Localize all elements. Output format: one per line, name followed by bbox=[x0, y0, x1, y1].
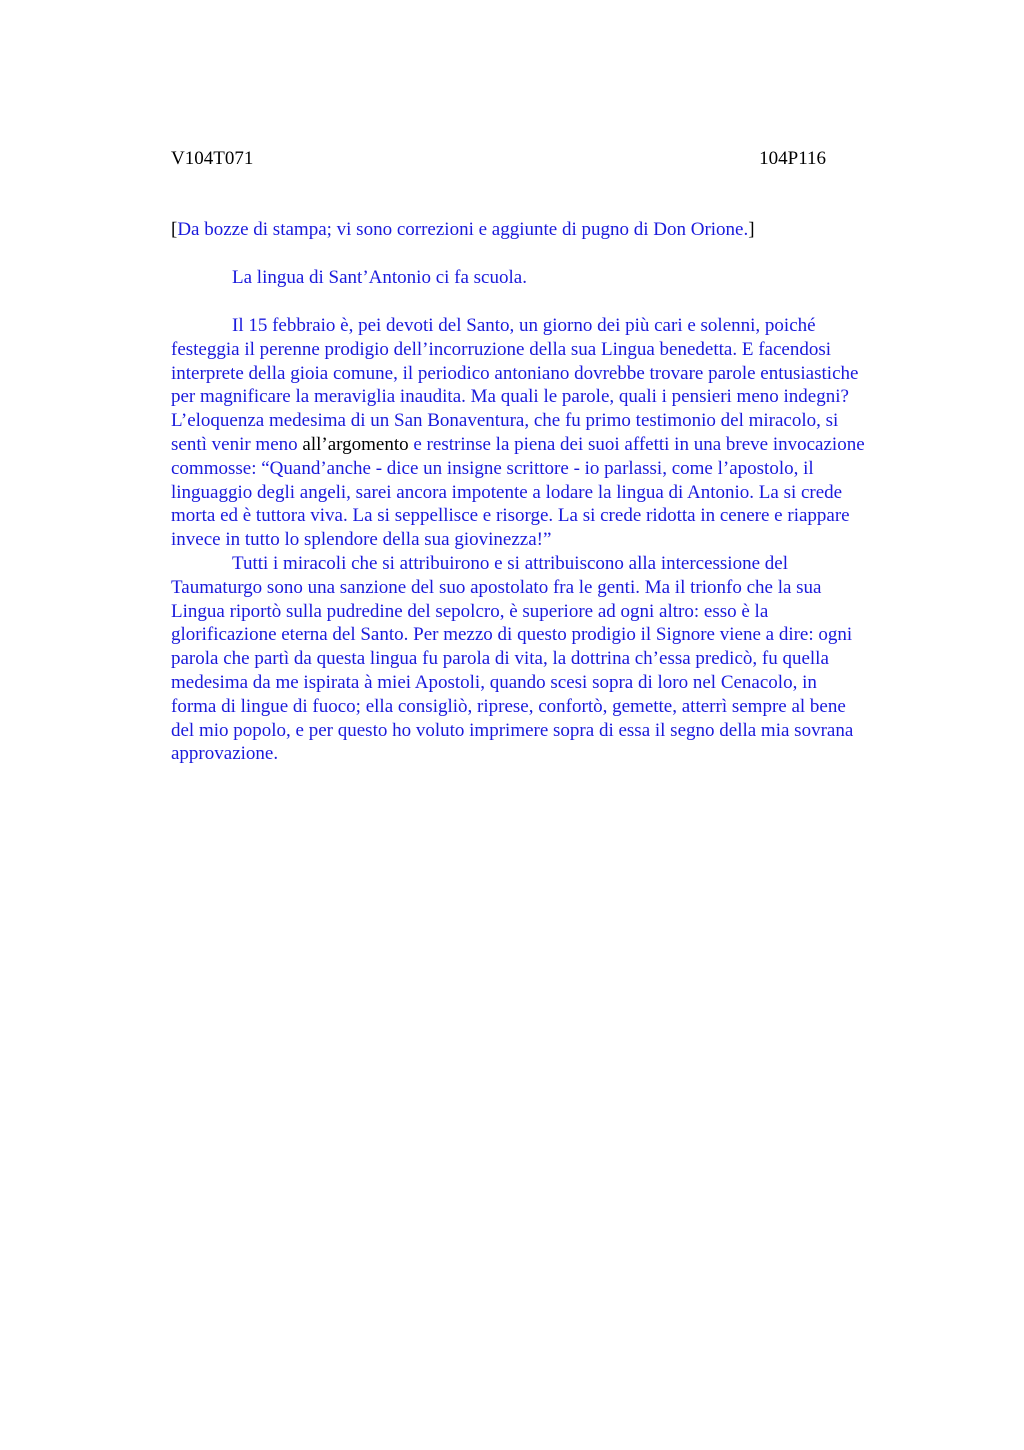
paragraph-2-line: parola che partì da questa lingua fu parola di vita, la dottrina ch’essa predicò, fu quella bbox=[171, 648, 829, 670]
line-segment: sentì venir meno bbox=[171, 433, 303, 455]
paragraph-1-line: invece in tutto lo splendore della sua giovinezza!” bbox=[171, 529, 552, 551]
paragraph-1-line: morta ed è tuttora viva. La si seppellisce e risorge. La si crede ridotta in cenere e riappare bbox=[171, 505, 850, 527]
document-header bbox=[171, 147, 826, 171]
document-body bbox=[171, 314, 931, 766]
paragraph-2-line: Tutti i miracoli che si attribuirono e si attribuiscono alla intercessione del bbox=[232, 552, 788, 574]
document-code-left: V104T071 bbox=[171, 148, 254, 169]
editorial-note bbox=[171, 218, 755, 242]
paragraph-1-line: festeggia il perenne prodigio dell’incorruzione della sua Lingua benedetta. E facendosi bbox=[171, 338, 831, 360]
note-close-bracket: ] bbox=[748, 219, 755, 240]
paragraph-2-line: glorificazione eterna del Santo. Per mezzo di questo prodigio il Signore viene a dire: ogni bbox=[171, 624, 853, 646]
paragraph-2-line: Taumaturgo sono una sanzione del suo apostolato fra le genti. Ma il trionfo che la sua bbox=[171, 576, 822, 598]
document-title: La lingua di Sant’Antonio ci fa scuola. bbox=[232, 267, 527, 288]
note-text: Da bozze di stampa; vi sono correzioni e aggiunte di pugno di Don Orione. bbox=[177, 219, 749, 240]
paragraph-2-line: approvazione. bbox=[171, 743, 279, 765]
paragraph-1-line bbox=[171, 433, 931, 457]
paragraph-1-line: commosse: “Quand’anche - dice un insigne scrittore - io parlassi, come l’apostolo, il bbox=[171, 457, 814, 479]
paragraph-1-line: linguaggio degli angeli, sarei ancora impotente a lodare la lingua di Antonio. La si crede bbox=[171, 481, 843, 503]
paragraph-2-line: Lingua riportò sulla pudredine del sepolcro, è superiore ad ogni altro: esso è la bbox=[171, 600, 769, 622]
paragraph-1-line: per magnificare la meraviglia inaudita. Ma quali le parole, quali i pensieri meno indegni? bbox=[171, 386, 849, 408]
paragraph-1-line: interprete della gioia comune, il periodico antoniano dovrebbe trovare parole entusiastiche bbox=[171, 362, 859, 384]
paragraph-2-line: del mio popolo, e per questo ho voluto imprimere sopra di essa il segno della mia sovrana bbox=[171, 719, 854, 741]
highlighted-word: all’argomento bbox=[302, 433, 409, 455]
paragraph-2-line: forma di lingue di fuoco; ella consigliò, riprese, confortò, gemette, atterrì sempre al bene bbox=[171, 695, 846, 717]
document-code-right: 104P116 bbox=[759, 148, 826, 169]
note-open-bracket: [ bbox=[171, 219, 178, 240]
paragraph-1-line: L’eloquenza medesima di un San Bonaventura, che fu primo testimonio del miracolo, si bbox=[171, 410, 839, 432]
line-segment: e restrinse la piena dei suoi affetti in una breve invocazione bbox=[408, 433, 865, 455]
paragraph-2-line: medesima da me ispirata à miei Apostoli, quando scesi sopra di loro nel Cenacolo, in bbox=[171, 671, 817, 693]
paragraph-1-line: Il 15 febbraio è, pei devoti del Santo, un giorno dei più cari e solenni, poiché bbox=[232, 315, 816, 336]
